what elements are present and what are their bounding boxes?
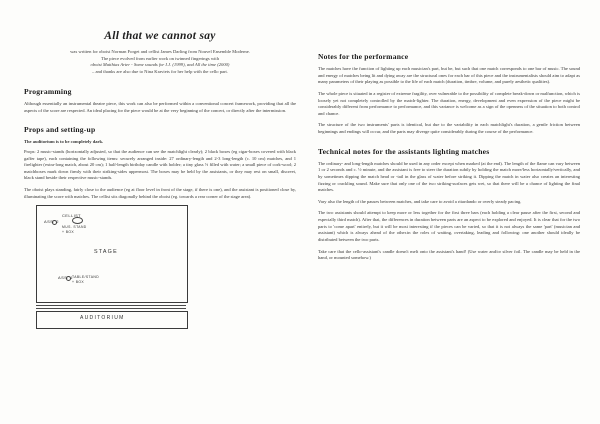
performance-paragraph-1: The matches have the function of lighting up each musician's part, but be, but such that one match corresponds to one bar of music. The sound and energy of matches being lit and dying away are the structural ones for each bar of this piece and the instrumentalists should aim to adapt as many parameters of their playing as possible to the life of each match (duration, timbre, volume, and purely aesthetic qualities).: [318, 66, 580, 85]
diagram-label-auditorium: AUDITORIUM: [80, 315, 125, 322]
credit-line-1: was written for oboist Norman Forget and cellist James Darling from Nouvel Ensemble Moderne.: [70, 49, 250, 54]
diagram-label-music-stand: MUS. STAND: [62, 225, 87, 230]
performance-paragraph-3: The structure of the two instruments' parts is identical, but due to the variability in each matchlight's duration, a gentle friction between beginnings and endings will occur, and the parts may diverge quite considerably during the course of the performance.: [318, 122, 580, 134]
credit-block: [34, 49, 286, 75]
diagram-label-music-stand-box: + BOX: [62, 230, 75, 235]
technical-paragraph-3: The two assistants should attempt to keep more or less together for the first three bars (each holding a clear pause after the first, second and especially third match). After that, the differences in duration between parts are an aspect to be explored and enjoyed. It is clear that for the two parts to 'come apart' entirely, but it will be most interesting if the pieces can be varied, so that it is not always the same 'part' (musician and assistant) which is always ahead of the other.in the roles of waiting, overtaking, leading and following: one another should ideally be distributed between the two parts.: [318, 210, 580, 242]
heading-performance: Notes for the performance: [318, 52, 409, 61]
credit-line-2: The piece evolved from earlier work on twinned fingerings with: [101, 55, 219, 61]
props-paragraph-1: The auditorium is to be completely dark.: [24, 139, 104, 145]
diagram-label-table-box: + BOX: [72, 280, 85, 285]
diagram-label-cellist: CELLIST: [62, 213, 82, 219]
diagram-label-assistant-1: ASS. 1: [58, 275, 73, 281]
technical-paragraph-2: Vary also the length of the pauses between matches, and take care to avoid a ritardando or overly steady pacing.: [318, 198, 522, 204]
diagram-label-table: TABLE/STAND: [72, 275, 100, 280]
props-paragraph-3: The oboist plays standing, fairly close to the audience (eg at floor level in front of the stage, if there is one), and the assistant is positioned close by, illuminating the score with matches. The cellist sits diagonally behind the oboist (eg. towards a rear corner of the stage area).: [24, 187, 296, 199]
credit-line-3: oboist Matthias Arter - Some sounds for I.J. (1999), and All the time (2000): [90, 62, 230, 68]
diagram-divider-2: [36, 308, 186, 309]
diagram-label-stage: STAGE: [94, 249, 118, 256]
credit-line-4: – and thanks are also due to Nina Kraviets for her help with the cello part.: [92, 68, 228, 74]
programming-paragraph-1: Although essentially an instrumental theatre piece, this work can also be performed within a conventional concert framework, providing that all the aspects of the score are respected. An ideal placing for the piece would be at the very beginning of the concert, or directly after the intermission.: [24, 101, 296, 113]
diagram-divider-1: [36, 305, 186, 306]
right-column: [318, 0, 580, 267]
heading-programming: Programming: [24, 87, 72, 97]
technical-paragraph-1: The ordinary- and long-length matches should be used in any order except when marked (at the end). The length of the flame can vary between 1 or 2 seconds and c. ½ minute, and the assistant is free to steer the duration subtly by holding the match more/less horizontally/vertically, and by sometimes dipping the match head or -tail in the glass of water before striking it. Dipping the match in water also creates an interesting fizzing or crackling sound. Make sure that only one of the two striking-surfaces gets wet, so that there will be a chance of lighting the final matches.: [318, 160, 580, 193]
diagram-label-assistant-2: ASS. 2: [44, 219, 59, 225]
left-column: [24, 0, 296, 329]
heading-props: Props and setting-up: [24, 125, 96, 135]
stage-diagram: [36, 205, 268, 329]
page-title: All that we cannot say: [104, 30, 216, 42]
heading-technical: Technical notes for the assistants lighting matches: [318, 146, 490, 156]
performance-paragraph-2: The whole piece is situated in a register of extreme fragility, over vulnerable to the possibility of complete break-down or malfunction, which is loosely yet not completely controlled by the match-lighter. The duration, energy, development and even expression of the piece might be considerably different from performance to performance, and this variance is welcome as a sign of the openness of the situation to both control and chance.: [318, 90, 580, 116]
technical-paragraph-4: Take care that the cello-assistant's candle doesn't melt onto the assistant's hand! (Use water and/or silver foil. The candle may be held in the hand, or mounted somehow.): [318, 248, 580, 261]
props-paragraph-2: Props: 2 music-stands (horizontally adjusted, so that the audience can see the matchlight clearly); 2 black boxes (eg cigar-boxes covered with black gaffer tape), each containing the following items: securely arranged inside: 27 ordinary-length and 2-3 long-length (c. 10 cm) matches, and 1 firelighter (extra-long match, about 20 cm); 1 half-length birthday candle with holder; a tiny glass ½ filled with water; a small piece of cork-wool; 2 matchboxes mark down firmly with their striking-sides uppermost. The boxes may be held by the assistants, or they may rest on small, discreet, black stand beside their respective music-stands.: [24, 148, 296, 181]
